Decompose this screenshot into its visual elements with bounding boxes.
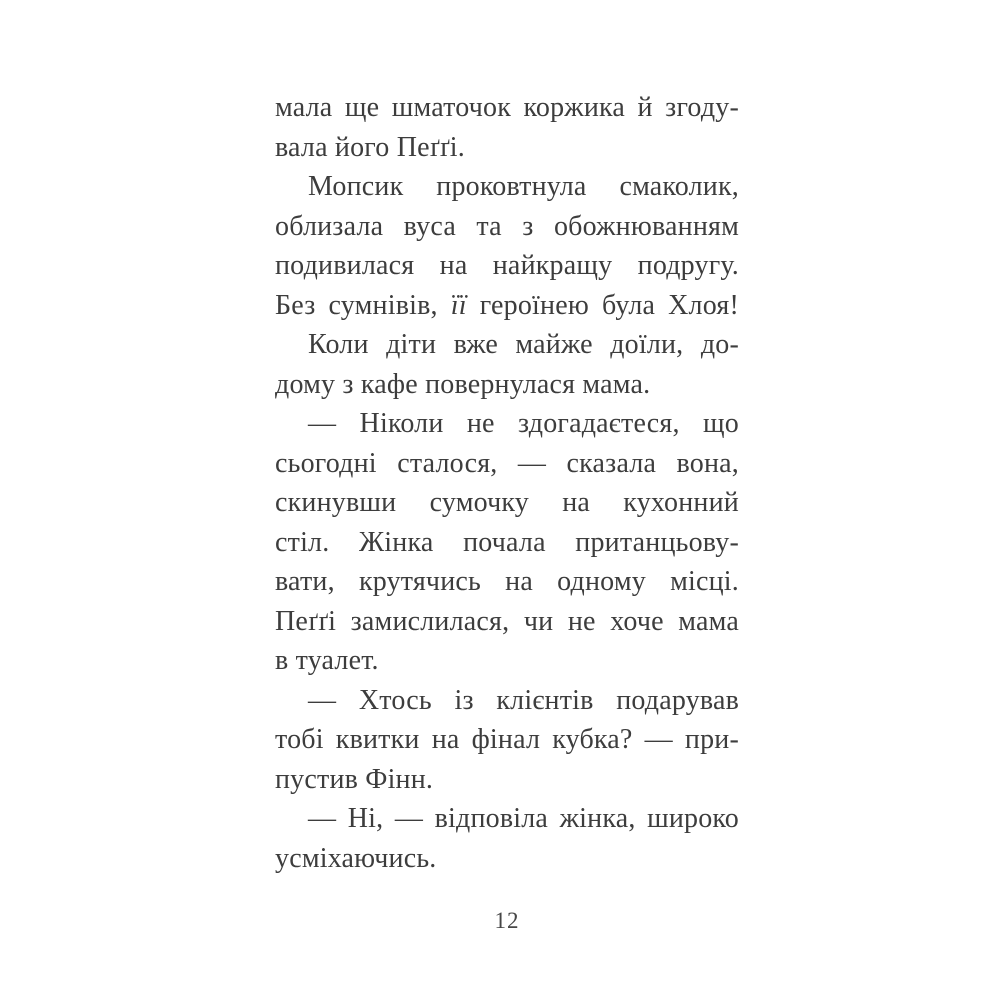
- text-line: [275, 444, 739, 484]
- text-segment: мала ще шматочок коржика й згоду-: [275, 92, 739, 123]
- text-segment: подивилася на найкращу подругу.: [275, 250, 739, 281]
- text-line: [275, 286, 739, 326]
- text-segment: Коли діти вже майже доїли, до-: [308, 329, 739, 360]
- text-segment: скинувши сумочку на кухонний: [275, 487, 739, 518]
- text-line: [275, 128, 739, 168]
- italic-text-segment: її: [450, 289, 467, 321]
- text-line: [275, 483, 739, 523]
- text-segment: вала його Пеґґі.: [275, 131, 465, 163]
- text-segment: вати, крутячись на одному місці.: [275, 566, 739, 597]
- text-line: [275, 562, 739, 602]
- text-segment: героїнею була Хлоя!: [466, 289, 739, 321]
- text-segment: пустив Фінн.: [275, 763, 434, 795]
- page-number: 12: [494, 908, 520, 933]
- text-line: [275, 88, 739, 128]
- text-segment: — Ні, — відповіла жінка, широко: [308, 803, 739, 834]
- text-line: [275, 799, 739, 839]
- text-line: [275, 404, 739, 444]
- text-line: [275, 839, 739, 879]
- text-segment: усміхаючись.: [275, 842, 437, 874]
- text-segment: стіл. Жінка почала пританцьову-: [275, 526, 739, 558]
- text-segment: — Хтось із клієнтів подарував: [308, 684, 739, 716]
- text-segment: Пеґґі замислилася, чи не хоче мама: [275, 605, 739, 637]
- text-line: [275, 523, 739, 563]
- text-segment: — Ніколи не здогадаєтеся, що: [308, 408, 739, 439]
- text-line: [275, 365, 739, 405]
- text-segment: облизала вуса та з обожнюванням: [275, 210, 739, 242]
- text-line: [275, 681, 739, 721]
- text-line: [275, 325, 739, 365]
- text-segment: в туалет.: [275, 645, 379, 676]
- page-text: [275, 88, 739, 878]
- text-line: [275, 246, 739, 286]
- text-segment: Без сумнівів,: [275, 289, 451, 321]
- text-line: [275, 720, 739, 760]
- text-line: [275, 641, 739, 681]
- text-segment: дому з кафе повернулася мама.: [275, 368, 651, 400]
- text-line: [275, 167, 739, 207]
- text-line: [275, 207, 739, 247]
- text-segment: сьогодні сталося, — сказала вона,: [275, 447, 739, 479]
- text-segment: тобі квитки на фінал кубка? — при-: [275, 724, 739, 755]
- text-segment: Мопсик проковтнула смаколик,: [308, 171, 739, 202]
- text-line: [275, 602, 739, 642]
- text-line: [275, 760, 739, 800]
